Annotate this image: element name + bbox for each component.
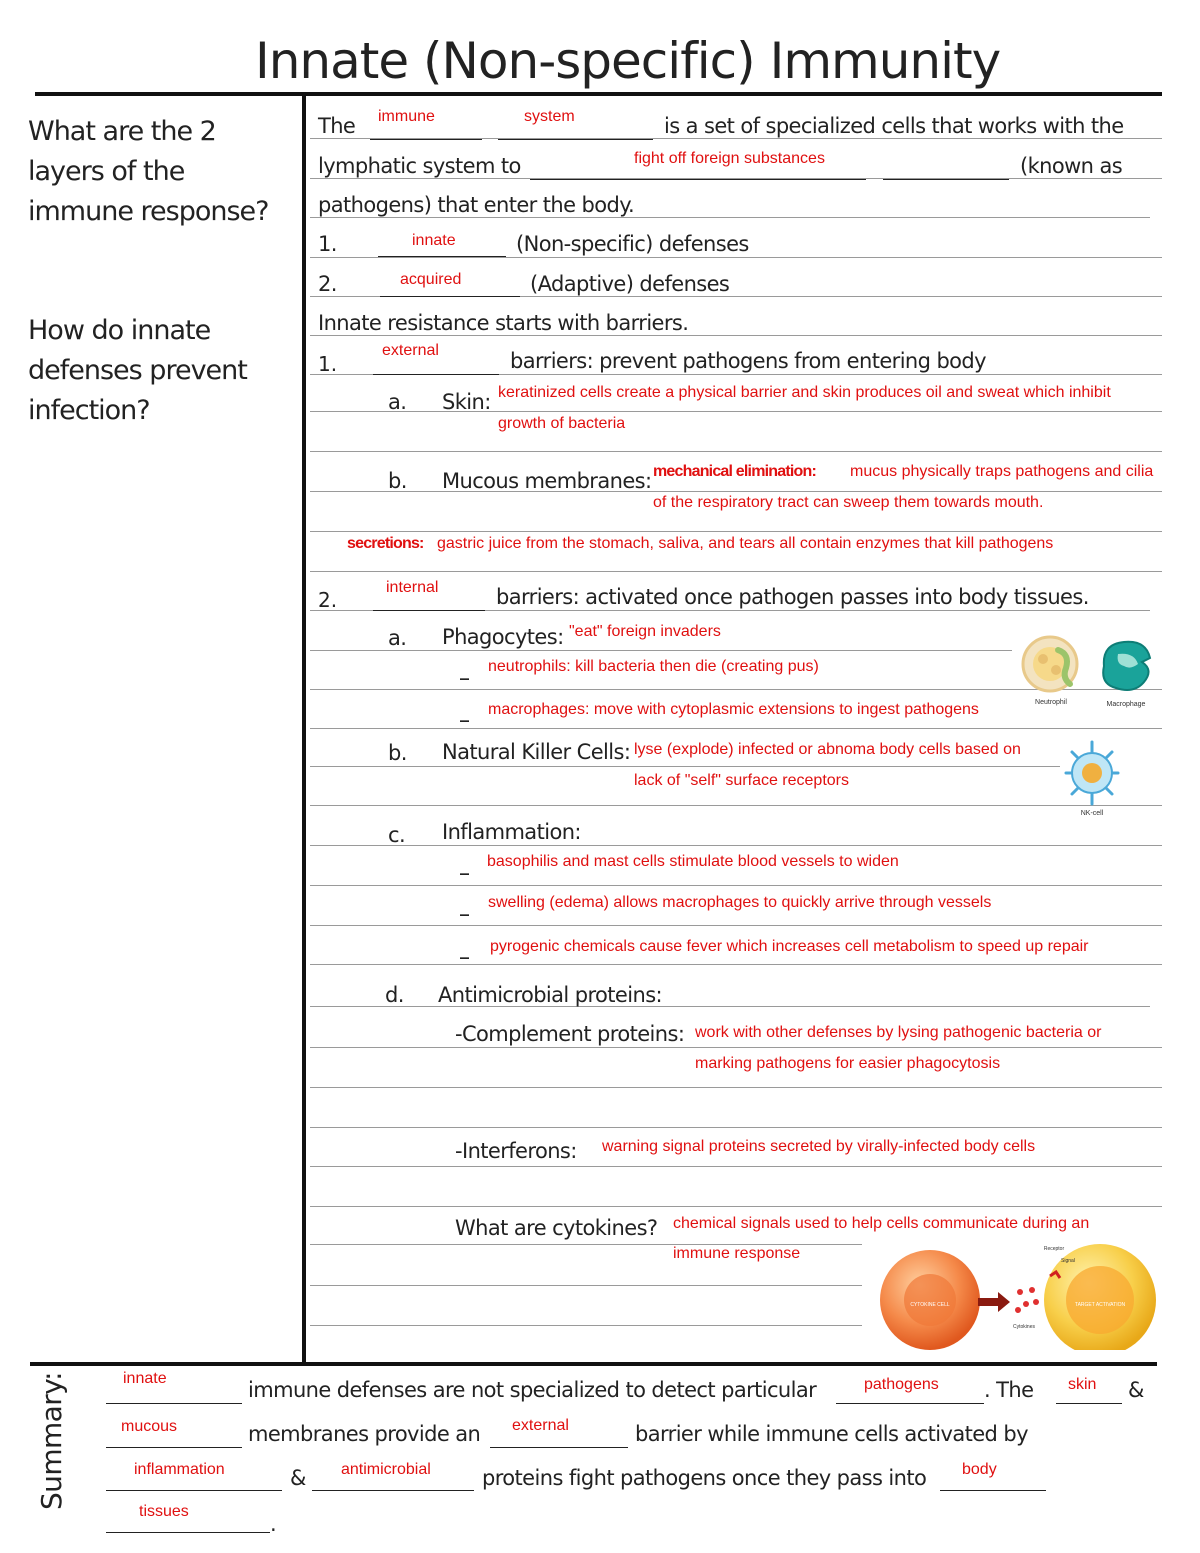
signal-caption: Signal (1061, 1258, 1075, 1264)
ruled-line (310, 1325, 862, 1326)
neutrophil-illustration (1020, 632, 1082, 708)
nk-answer-1: lyse (explode) infected or abnoma body cells based on (634, 741, 1021, 758)
inflammation-answer-3: pyrogenic chemicals cause fever which increases cell metabolism to speed up repair (490, 938, 1089, 955)
answer-system: system (524, 108, 575, 125)
bullet-dash: _ (460, 939, 469, 960)
cytokines-question: What are cytokines? (455, 1216, 658, 1240)
summary-text-4: barrier while immune cells activated by (635, 1422, 1028, 1446)
answer-internal: internal (386, 579, 439, 596)
cytokine-cell-caption: CYTOKINE CELL (910, 1302, 950, 1308)
skin-letter: a. (388, 390, 407, 414)
question-innate-defenses: How do innate defenses prevent infection? (28, 315, 247, 426)
mucous-letter: b. (388, 469, 407, 493)
blank-line (106, 1532, 270, 1533)
ruled-line (310, 766, 1060, 767)
blank-line (836, 1403, 984, 1404)
page-title: Innate (Non-specific) Immunity (255, 32, 1001, 90)
ruled-line (310, 1127, 1162, 1128)
layer-2-number: 2. (318, 272, 337, 296)
ruled-line (310, 925, 1162, 926)
blank-line (498, 139, 653, 140)
blank-line (106, 1490, 282, 1491)
answer-fight-off: fight off foreign substances (634, 150, 825, 167)
ruled-line (310, 805, 1162, 806)
cytokines-answer-2: immune response (673, 1245, 801, 1262)
summary-heading: Summary: (35, 1372, 68, 1510)
blank-line (370, 139, 482, 140)
ruled-line (310, 964, 1162, 965)
mechanical-answer-2: of the respiratory tract can sweep them towards mouth. (653, 494, 1044, 511)
interferons-answer: warning signal proteins secreted by virally-infected body cells (602, 1138, 1036, 1155)
nk-answer-2: lack of "self" surface receptors (634, 772, 849, 789)
summary-answer-external: external (512, 1417, 569, 1434)
ruled-line (310, 491, 1162, 492)
blank-line (490, 1447, 628, 1448)
summary-text-5: proteins fight pathogens once they pass into (482, 1466, 927, 1490)
summary-answer-inflammation: inflammation (134, 1461, 225, 1478)
barriers-intro: Innate resistance starts with barriers. (318, 311, 689, 335)
blank-line (530, 179, 866, 180)
question-layers: What are the 2 layers of the immune response? (28, 116, 269, 227)
internal-desc: barriers: activated once pathogen passes into body tissues. (496, 585, 1089, 609)
summary-period: . (270, 1512, 277, 1536)
skin-answer-1: keratinized cells create a physical barrier and skin produces oil and sweat which inhibit (498, 384, 1111, 401)
intro-the: The (318, 114, 356, 138)
blank-line (373, 610, 485, 611)
cytokines-answer-1: chemical signals used to help cells communicate during an (673, 1215, 1090, 1232)
phagocytes-letter: a. (388, 626, 407, 650)
blank-line (312, 1490, 474, 1491)
summary-rule (30, 1362, 1157, 1366)
mechanical-label: mechanical elimination: (653, 463, 816, 480)
inflammation-label: Inflammation: (442, 820, 581, 844)
neutrophil-caption: Neutrophil (1035, 699, 1067, 706)
answer-external: external (382, 342, 439, 359)
summary-text-1: immune defenses are not specialized to detect particular (248, 1378, 817, 1402)
answer-innate: innate (412, 232, 456, 249)
antimicrobial-letter: d. (385, 983, 404, 1007)
answer-immune: immune (378, 108, 435, 125)
nk-letter: b. (388, 741, 407, 765)
mechanical-answer-1: mucus physically traps pathogens and cilia (850, 463, 1154, 480)
cytokines-caption: Cytokines (1013, 1324, 1035, 1330)
ruled-line (310, 335, 1162, 336)
internal-number: 2. (318, 588, 338, 612)
inflammation-letter: c. (388, 823, 406, 847)
inflammation-answer-1: basophilis and mast cells stimulate blood vessels to widen (487, 853, 899, 870)
ruled-line (310, 728, 1162, 729)
ruled-line (310, 217, 1150, 218)
layer-1-text: (Non-specific) defenses (516, 232, 749, 256)
summary-answer-body: body (962, 1461, 997, 1478)
macrophage-illustration (1094, 636, 1158, 710)
summary-answer-skin: skin (1068, 1376, 1097, 1393)
ruled-line (310, 257, 1162, 258)
column-divider (302, 94, 306, 1364)
ruled-line (310, 885, 1162, 886)
summary-answer-pathogens: pathogens (864, 1376, 939, 1393)
ruled-line (310, 845, 1162, 846)
ruled-line (310, 571, 1162, 572)
ruled-line (310, 1006, 1150, 1007)
ruled-line (310, 1166, 1162, 1167)
bullet-dash: _ (460, 660, 469, 681)
summary-answer-mucous: mucous (121, 1418, 178, 1435)
mucous-label: Mucous membranes: (442, 469, 652, 493)
cytokine-signaling-illustration (874, 1242, 1160, 1350)
blank-line (883, 179, 1009, 180)
secretions-label: secretions: (347, 535, 424, 552)
intro-lymphatic: lymphatic system to (318, 154, 521, 178)
receptor-caption: Receptor (1043, 1246, 1065, 1252)
skin-label: Skin: (442, 390, 491, 414)
blank-line (940, 1490, 1046, 1491)
summary-answer-tissues: tissues (139, 1503, 189, 1520)
blank-line (1056, 1403, 1122, 1404)
complement-label: -Complement proteins: (455, 1022, 685, 1046)
complement-answer-1: work with other defenses by lysing pathogenic bacteria or (695, 1024, 1102, 1041)
complement-answer-2: marking pathogens for easier phagocytosis (695, 1055, 1001, 1072)
nk-label: Natural Killer Cells: (442, 740, 631, 764)
bullet-dash: _ (460, 702, 469, 723)
nk-cell-caption: NK-cell (1080, 810, 1104, 817)
inflammation-answer-2: swelling (edema) allows macrophages to quickly arrive through vessels (488, 894, 992, 911)
summary-ampersand: & (1128, 1378, 1144, 1402)
macrophage-caption: Macrophage (1106, 701, 1146, 708)
external-desc: barriers: prevent pathogens from entering body (510, 349, 986, 373)
answer-acquired: acquired (400, 271, 462, 288)
title-rule (35, 92, 1162, 96)
summary-text-2: . The (984, 1378, 1034, 1402)
phagocytes-answer: "eat" foreign invaders (569, 623, 721, 640)
ruled-line (310, 451, 1162, 452)
ruled-line (310, 411, 1162, 412)
blank-line (373, 374, 499, 375)
nk-cell-illustration (1062, 738, 1122, 818)
summary-text-3: membranes provide an (248, 1422, 481, 1446)
intro-text: is a set of specialized cells that works with the (664, 114, 1124, 138)
external-number: 1. (318, 352, 338, 376)
phagocytes-label: Phagocytes: (442, 625, 564, 649)
bullet-dash: _ (460, 896, 469, 917)
summary-ampersand: & (290, 1466, 306, 1490)
macrophages-answer: macrophages: move with cytoplasmic extensions to ingest pathogens (488, 701, 979, 718)
ruled-line (310, 1206, 1162, 1207)
layer-1-number: 1. (318, 232, 337, 256)
blank-line (380, 296, 520, 297)
summary-answer-antimicrobial: antimicrobial (341, 1461, 431, 1478)
ruled-line (310, 1285, 862, 1286)
secretions-answer: gastric juice from the stomach, saliva, and tears all contain enzymes that kill pathogens (437, 535, 1054, 552)
intro-known-as: (known as (1020, 154, 1123, 178)
interferons-label: -Interferons: (455, 1139, 577, 1163)
ruled-line (310, 650, 1012, 651)
target-cell-caption: TARGET ACTIVATION (1074, 1302, 1126, 1308)
intro-pathogens: pathogens) that enter the body. (318, 193, 635, 217)
ruled-line (310, 1087, 1162, 1088)
blank-line (106, 1447, 242, 1448)
ruled-line (310, 531, 1162, 532)
antimicrobial-label: Antimicrobial proteins: (438, 983, 663, 1007)
ruled-line (310, 1047, 1162, 1048)
layer-2-text: (Adaptive) defenses (530, 272, 730, 296)
blank-line (378, 256, 506, 257)
bullet-dash: _ (460, 855, 469, 876)
blank-line (106, 1403, 242, 1404)
neutrophils-answer: neutrophils: kill bacteria then die (creating pus) (488, 658, 819, 675)
skin-answer-2: growth of bacteria (498, 415, 626, 432)
summary-answer-innate: innate (123, 1370, 167, 1387)
